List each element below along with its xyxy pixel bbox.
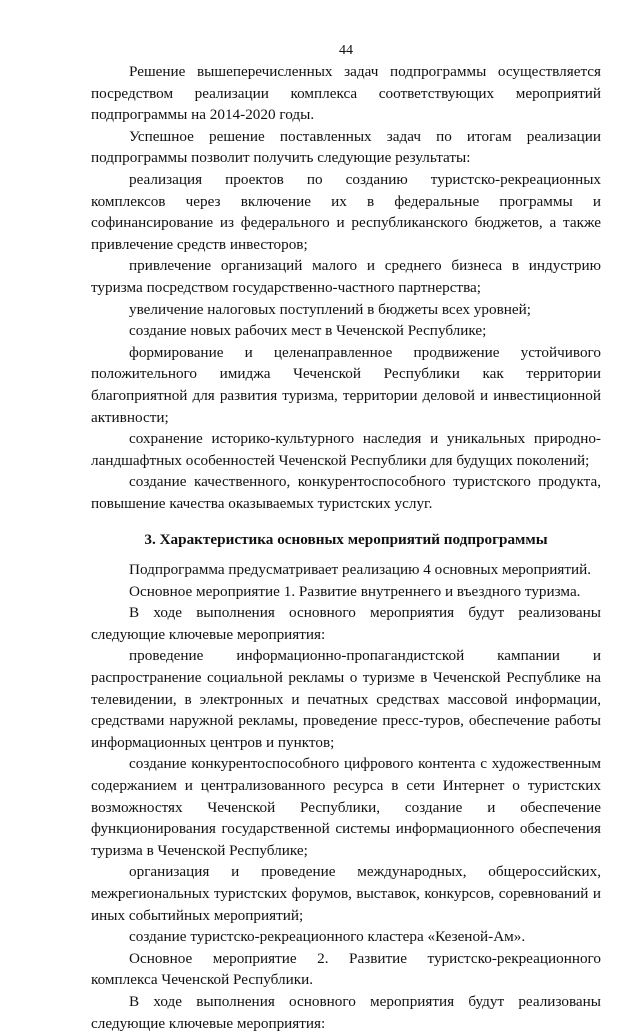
paragraph: формирование и целенаправленное продвижение устойчивого положительного имиджа Чеченской Республики как территории благоприятной для развития туризма, территории деловой и инвестиционной активности; — [91, 343, 601, 426]
paragraph: увеличение налоговых поступлений в бюджеты всех уровней; — [129, 300, 531, 318]
paragraph: проведение информационно-пропагандистской кампании и распространение социальной рекламы о туризме в Чеченской Республике на телевидении, в электронных и печатных средствах массовой информации, средствами наружной рекламы, проведение пресс-туров, обеспечение работы информационных центров и пунктов; — [91, 647, 601, 751]
paragraph: Основное мероприятие 1. Развитие внутреннего и въездного туризма. — [129, 582, 581, 600]
paragraph: Основное мероприятие 2. Развитие туристско-рекреационного комплекса Чеченской Республики. — [91, 949, 601, 989]
paragraph: сохранение историко-культурного наследия и уникальных природно-ландшафтных особенностей Чеченской Республики для будущих поколений; — [91, 430, 601, 469]
paragraph: В ходе выполнения основного мероприятия будут реализованы следующие ключевые мероприятия: — [91, 992, 601, 1032]
section-heading: 3. Характеристика основных мероприятий подпрограммы — [144, 531, 548, 549]
paragraph: создание конкурентоспособного цифрового контента с художественным содержанием и централизованного ресурса в сети Интернет о туристских возможностях Чеченской Республики, создание и обеспечение функционирования государственной системы информационного обеспечения туризма в Чеченской Республике; — [91, 755, 601, 859]
paragraph: создание туристско-рекреационного кластера «Кезеной-Ам». — [129, 928, 526, 946]
paragraph: организация и проведение международных, общероссийских, межрегиональных туристских форумов, выставок, конкурсов, соревнований и иных событийных мероприятий; — [91, 863, 601, 924]
paragraph: Подпрограмма предусматривает реализацию 4 основных мероприятий. — [129, 561, 592, 579]
paragraph: Успешное решение поставленных задач по итогам реализации подпрограммы позволит получить следующие результаты: — [91, 127, 601, 167]
paragraph: привлечение организаций малого и среднего бизнеса в индустрию туризма посредством государственно-частного партнерства; — [91, 257, 601, 296]
page-body — [91, 61, 601, 1034]
paragraph: В ходе выполнения основного мероприятия будут реализованы следующие ключевые мероприятия: — [91, 604, 601, 643]
page-number: 44 — [339, 43, 353, 58]
paragraph: создание новых рабочих мест в Чеченской Республике; — [129, 322, 487, 340]
paragraph: создание качественного, конкурентоспособного туристского продукта, повышение качества оказываемых туристских услуг. — [91, 473, 601, 512]
paragraph: реализация проектов по созданию туристско-рекреационных комплексов через включение их в федеральные программы и софинансирование из федерального и республиканского бюджетов, а также привлечение средств инвесторов; — [91, 170, 601, 253]
paragraph: Решение вышеперечисленных задач подпрограммы осуществляется посредством реализации комплекса соответствующих мероприятий подпрограммы на 2014-2020 годы. — [91, 63, 601, 124]
